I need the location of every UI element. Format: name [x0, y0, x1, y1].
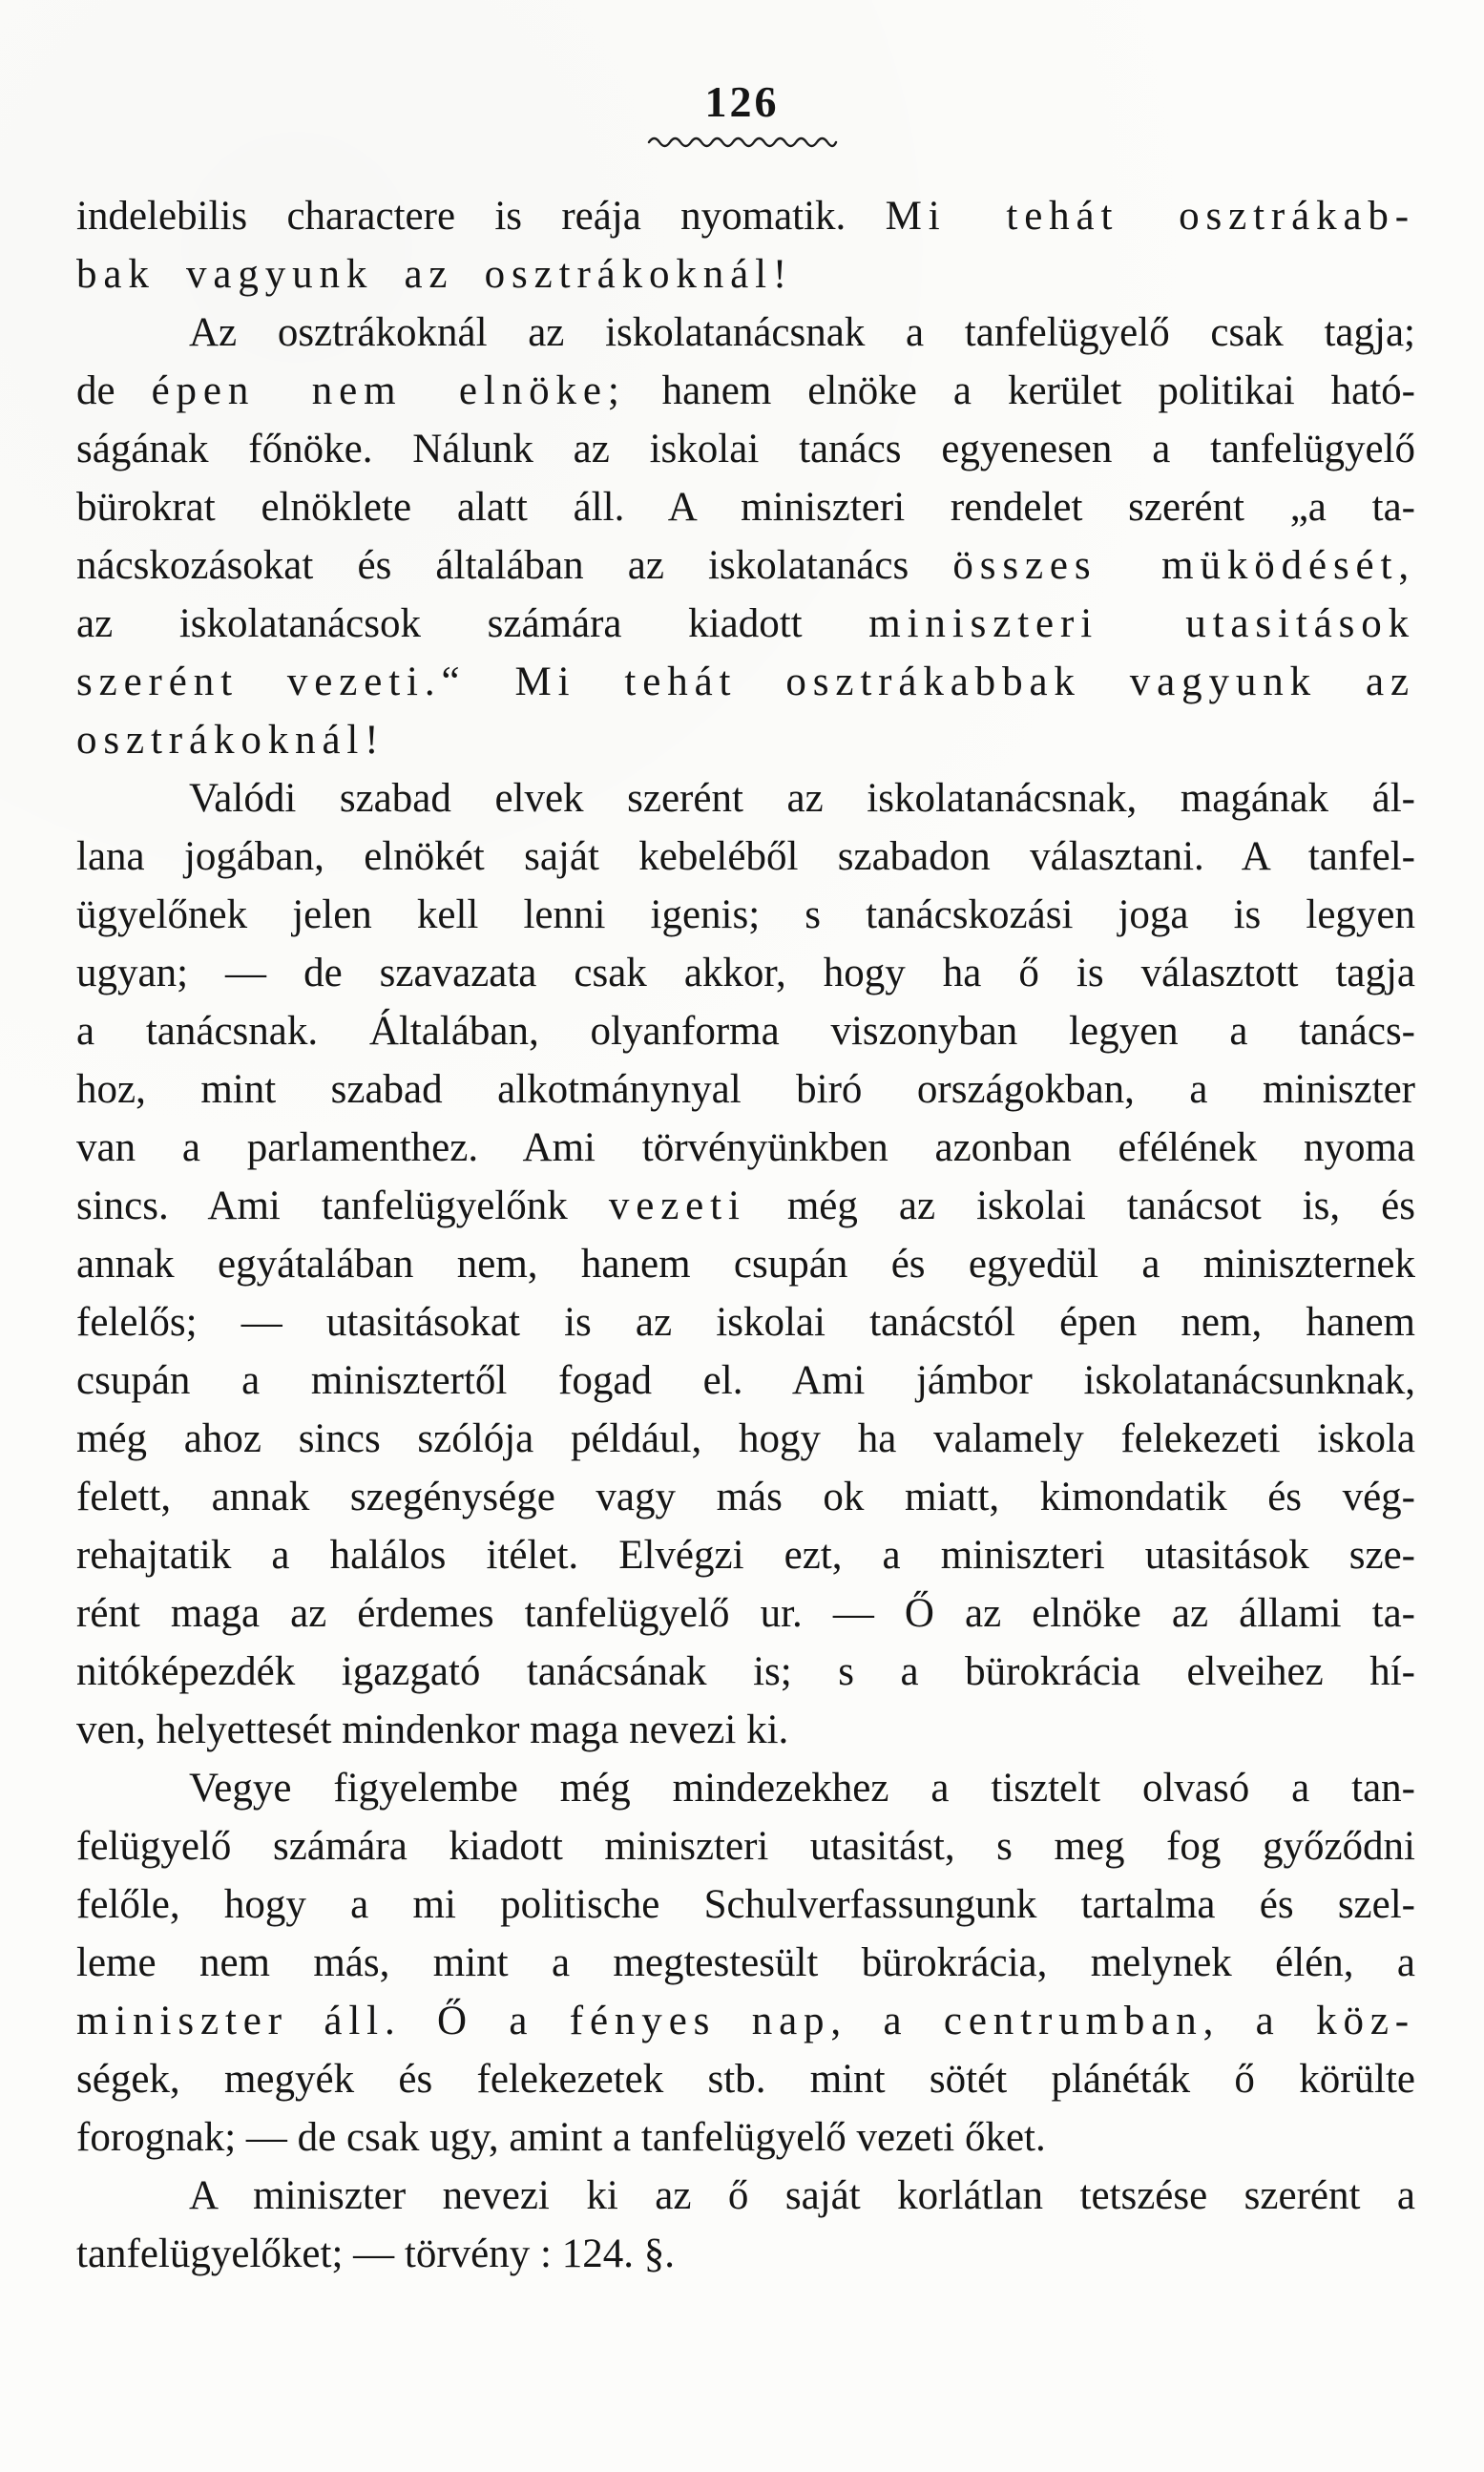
text-line	[76, 1410, 1415, 1468]
text-segment: tanfelügyelőket; — törvény : 124. §.	[76, 2231, 675, 2276]
text-line	[76, 245, 1415, 304]
text-line	[76, 711, 1415, 769]
letterspaced-emphasis: miniszteri utasitások	[868, 601, 1415, 646]
text-line	[76, 944, 1415, 1002]
letterspaced-emphasis: vezeti	[608, 1184, 746, 1228]
text-segment: Az osztrákoknál az iskolatanácsnak a tanfelügyelő csak tagja;	[189, 310, 1415, 355]
text-segment: rehajtatik a halálos itélet. Elvégzi ezt, a miniszteri utasitások sze-	[76, 1533, 1415, 1578]
ornament-wrap	[0, 132, 1484, 149]
text-segment: felőle, hogy a mi politische Schulverfassungunk tartalma és szel-	[76, 1882, 1415, 1927]
text-line	[76, 1293, 1415, 1351]
text-line	[76, 886, 1415, 944]
text-line	[76, 2108, 1415, 2167]
text-segment: csupán a minisztertől fogad el. Ami jámbor iskolatanácsunknak,	[76, 1358, 1415, 1403]
text-segment: hanem elnöke a kerület politikai ható-	[625, 368, 1415, 413]
text-line	[76, 2225, 1415, 2283]
text-line	[76, 1759, 1415, 1817]
text-segment: forognak; — de csak ugy, amint a tanfelügyelő vezeti őket.	[76, 2115, 1046, 2160]
text-line	[76, 769, 1415, 827]
paragraph	[76, 1759, 1415, 2167]
text-line	[76, 595, 1415, 653]
text-segment: sincs. Ami tanfelügyelőnk	[76, 1184, 609, 1228]
text-line	[76, 1468, 1415, 1526]
text-line	[76, 362, 1415, 420]
text-line	[76, 1060, 1415, 1119]
text-segment: hoz, mint szabad alkotmánynyal biró országokban, a miniszter	[76, 1067, 1415, 1112]
text-line	[76, 536, 1415, 595]
squiggle-ornament	[647, 132, 838, 149]
text-segment: Vegye figyelembe még mindezekhez a tisztelt olvasó a tan-	[189, 1766, 1415, 1811]
text-segment: rént maga az érdemes tanfelügyelő ur. — Ő az elnöke az állami ta-	[76, 1591, 1415, 1636]
letterspaced-emphasis: osztrákoknál!	[76, 718, 386, 763]
text-segment: felügyelő számára kiadott miniszteri utasitást, s meg fog győződni	[76, 1824, 1415, 1869]
text-segment: nitóképezdék igazgató tanácsának is; s a bürokrácia elveihez hí-	[76, 1649, 1415, 1694]
text-line	[76, 1177, 1415, 1235]
text-segment: lana jogában, elnökét saját kebeléből szabadon választani. A tanfel-	[76, 834, 1415, 879]
text-line	[76, 1643, 1415, 1701]
text-segment: ségek, megyék és felekezetek stb. mint sötét plánéták ő körülte	[76, 2057, 1415, 2102]
text-line	[76, 304, 1415, 362]
text-segment: indelebilis charactere is reája nyomatik.	[76, 194, 886, 239]
text-line	[76, 1584, 1415, 1643]
paragraph	[76, 2167, 1415, 2283]
letterspaced-emphasis: összes müködését,	[952, 543, 1415, 588]
text-segment: a tanácsnak. Általában, olyanforma viszonyban legyen a tanács-	[76, 1009, 1415, 1054]
text-line	[76, 1817, 1415, 1875]
text-segment: felelős; — utasitásokat is az iskolai tanácstól épen nem, hanem	[76, 1300, 1415, 1345]
text-segment: de	[76, 368, 152, 413]
text-segment: felett, annak szegénysége vagy más ok miatt, kimondatik és vég-	[76, 1475, 1415, 1519]
text-line	[76, 1351, 1415, 1410]
text-segment: ságának főnöke. Nálunk az iskolai tanács egyenesen a tanfelügyelő	[76, 427, 1415, 471]
text-line	[76, 1701, 1415, 1759]
text-line	[76, 1992, 1415, 2050]
letterspaced-emphasis: bak vagyunk az osztrákoknál!	[76, 252, 794, 297]
paragraph	[76, 187, 1415, 304]
text-segment: bürokrat elnöklete alatt áll. A miniszteri rendelet szerént „a ta-	[76, 485, 1415, 530]
text-line	[76, 478, 1415, 536]
text-line	[76, 420, 1415, 478]
text-segment: ügyelőnek jelen kell lenni igenis; s tanácskozási joga is legyen	[76, 892, 1415, 937]
text-line	[76, 1875, 1415, 1934]
text-segment: Valódi szabad elvek szerént az iskolatanácsnak, magának ál-	[189, 776, 1415, 821]
text-line	[76, 2050, 1415, 2108]
page-header	[0, 0, 1484, 149]
text-segment: az iskolatanácsok számára kiadott	[76, 601, 869, 646]
text-segment: A miniszter nevezi ki az ő saját korlátlan tetszése szerént a	[189, 2173, 1415, 2218]
page-number: 126	[704, 77, 780, 126]
text-line	[76, 653, 1415, 711]
text-line	[76, 1526, 1415, 1584]
text-segment: leme nem más, mint a megtestesült bürokrácia, melynek élén, a	[76, 1940, 1415, 1985]
text-segment: van a parlamenthez. Ami törvényünkben azonban efélének nyoma	[76, 1125, 1415, 1170]
letterspaced-emphasis: Mi tehát osztrákab-	[885, 194, 1416, 239]
text-segment: ven, helyettesét mindenkor maga nevezi ki.	[76, 1707, 789, 1752]
paragraph	[76, 769, 1415, 1759]
text-segment: még ahoz sincs szólója például, hogy ha valamely felekezeti iskola	[76, 1416, 1415, 1461]
text-line	[76, 1934, 1415, 1992]
text-segment: annak egyátalában nem, hanem csupán és egyedül a miniszternek	[76, 1242, 1415, 1287]
letterspaced-emphasis: miniszter áll. Ő a fényes nap, a centrumban, a köz-	[76, 1999, 1415, 2043]
text-line	[76, 1235, 1415, 1293]
letterspaced-emphasis: szerént vezeti.“ Mi tehát osztrákabbak vagyunk az	[76, 660, 1415, 704]
letterspaced-emphasis: épen nem elnöke;	[151, 368, 626, 413]
text-line	[76, 187, 1415, 245]
text-segment: még az iskolai tanácsot is, és	[745, 1184, 1416, 1228]
text-segment: ugyan; — de szavazata csak akkor, hogy ha ő is választott tagja	[76, 951, 1415, 995]
text-block	[76, 187, 1415, 2283]
paragraph	[76, 304, 1415, 769]
text-segment: nácskozásokat és általában az iskolatanács	[76, 543, 953, 588]
text-line	[76, 1119, 1415, 1177]
text-line	[76, 1002, 1415, 1060]
text-line	[76, 827, 1415, 886]
text-line	[76, 2167, 1415, 2225]
